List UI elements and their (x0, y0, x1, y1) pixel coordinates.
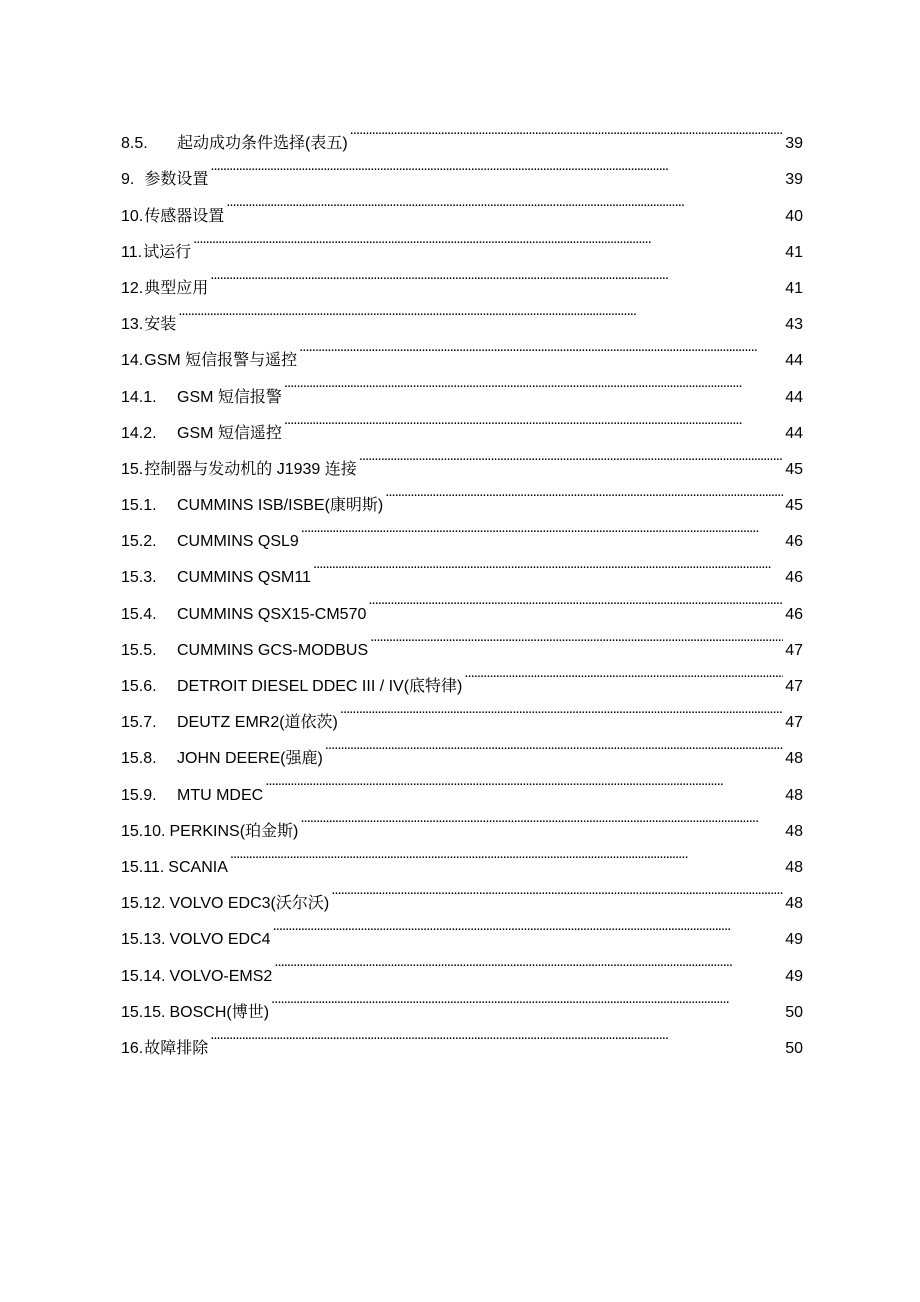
toc-dot-leader (226, 184, 783, 220)
toc-entry[interactable] (121, 148, 803, 189)
toc-dot-leader (301, 510, 783, 546)
toc-entry-title: MTU MDEC (177, 786, 264, 804)
toc-entry-number: 15.12. (121, 895, 166, 913)
toc-entry-page-number: 45 (785, 460, 803, 478)
toc-entry-title: GSM 短信报警 (177, 388, 282, 406)
toc-entry-number: 12. (121, 279, 144, 297)
toc-entry-title: 试运行 (143, 243, 192, 261)
toc-dot-leader (385, 474, 783, 510)
toc-entry-title: CUMMINS QSM11 (177, 569, 311, 587)
toc-dot-leader (273, 908, 784, 944)
toc-dot-leader (368, 582, 783, 618)
toc-entry-number: 14.2. (121, 424, 157, 442)
toc-entry-number: 13. (121, 316, 144, 334)
toc-entry-page-number: 43 (785, 316, 803, 334)
toc-entry-page-number: 46 (785, 533, 803, 551)
toc-dot-leader (350, 112, 784, 148)
toc-entry-number: 9. (121, 171, 135, 189)
toc-entry-number: 10. (121, 207, 144, 225)
toc-entry[interactable] (121, 257, 803, 297)
toc-entry-page-number: 49 (785, 931, 803, 949)
toc-entry-number: 15.4. (121, 605, 157, 623)
toc-entry-title: 控制器与发动机的 J1939 连接 (144, 460, 357, 478)
toc-entry-title: GSM 短信遥控 (177, 424, 282, 442)
toc-entry-page-number: 49 (785, 967, 803, 985)
toc-entry-title: DETROIT DIESEL DDEC III / IV(底特律) (177, 678, 463, 695)
toc-entry-title: CUMMINS QSX15-CM570 (177, 605, 367, 623)
toc-dot-leader (178, 293, 783, 329)
toc-entry-number: 15.8. (121, 750, 157, 768)
toc-entry-page-number: 39 (785, 171, 803, 189)
toc-entry-number: 15.7. (121, 714, 157, 732)
toc-entry-title: 典型应用 (144, 279, 209, 297)
toc-entry-title: DEUTZ EMR2(道依茨) (177, 714, 338, 732)
toc-entry-number: 11. (121, 243, 143, 261)
toc-dot-leader (325, 727, 783, 763)
toc-entry-page-number: 39 (785, 135, 803, 153)
toc-entry-page-number: 46 (785, 569, 803, 587)
toc-entry-number: 15. (121, 460, 144, 478)
toc-entry-page-number: 40 (785, 207, 803, 225)
toc-entry-title: CUMMINS ISB/ISBE(康明斯) (177, 497, 384, 515)
toc-entry-page-number: 47 (785, 714, 803, 732)
toc-dot-leader (271, 981, 783, 1017)
toc-dot-leader (210, 257, 783, 293)
toc-dot-leader (340, 691, 783, 727)
toc-entry-title: 参数设置 (144, 171, 209, 189)
toc-dot-leader (370, 619, 783, 655)
toc-entry-page-number: 44 (785, 388, 803, 406)
toc-entry-page-number: 48 (785, 822, 803, 840)
toc-entry-title: CUMMINS QSL9 (177, 533, 299, 551)
toc-entry-number: 8.5. (121, 135, 148, 153)
table-of-contents (121, 112, 803, 1057)
toc-entry-number: 15.11. (121, 858, 165, 876)
toc-dot-leader (299, 329, 783, 365)
toc-entry-title: 故障排除 (144, 1039, 209, 1057)
toc-dot-leader (300, 800, 783, 836)
toc-entry[interactable] (121, 293, 803, 334)
toc-dot-leader (284, 365, 783, 401)
toc-dot-leader (331, 872, 783, 908)
toc-entry-number: 15.1. (121, 497, 157, 515)
toc-entry-page-number: 44 (785, 424, 803, 442)
toc-dot-leader (274, 944, 783, 980)
toc-entry-page-number: 48 (785, 858, 803, 876)
toc-entry-number: 15.9. (121, 786, 157, 804)
toc-dot-leader (210, 1017, 783, 1053)
toc-entry-page-number: 48 (785, 750, 803, 768)
toc-entry-page-number: 47 (785, 678, 803, 695)
toc-entry-title: JOHN DEERE(强鹿) (177, 750, 323, 768)
toc-entry-title: BOSCH(博世) (169, 1003, 270, 1021)
toc-entry-number: 15.2. (121, 533, 157, 551)
toc-entry-number: 15.14. (121, 967, 166, 985)
toc-entry-page-number: 44 (785, 352, 803, 370)
toc-dot-leader (193, 221, 783, 257)
toc-entry-title: 起动成功条件选择(表五) (177, 135, 348, 153)
toc-entry-number: 16. (121, 1039, 144, 1057)
toc-dot-leader (464, 655, 783, 691)
toc-entry[interactable] (121, 112, 803, 153)
toc-entry-number: 15.10. (121, 822, 166, 840)
toc-entry-page-number: 50 (785, 1003, 803, 1021)
toc-entry-number: 14. (121, 352, 144, 370)
toc-entry-title: VOLVO-EMS2 (169, 967, 273, 985)
toc-entry-title: SCANIA (168, 858, 228, 876)
toc-entry-page-number: 48 (785, 895, 803, 913)
toc-dot-leader (313, 546, 783, 582)
toc-dot-leader (210, 148, 783, 184)
toc-entry-page-number: 48 (785, 786, 803, 804)
toc-entry[interactable] (121, 1017, 803, 1057)
toc-entry-title: PERKINS(珀金斯) (169, 822, 299, 840)
toc-entry-title: VOLVO EDC3(沃尔沃) (169, 895, 330, 913)
toc-entry-page-number: 41 (785, 279, 803, 297)
toc-dot-leader (230, 836, 783, 872)
toc-entry-title: 安装 (144, 316, 177, 334)
toc-entry-page-number: 41 (785, 243, 803, 261)
toc-entry-number: 14.1. (121, 388, 157, 406)
toc-entry-title: VOLVO EDC4 (169, 931, 271, 949)
toc-entry-number: 15.5. (121, 641, 157, 659)
toc-entry-page-number: 50 (785, 1039, 803, 1057)
toc-entry-number: 15.15. (121, 1003, 166, 1021)
toc-entry-number: 15.3. (121, 569, 157, 587)
toc-entry[interactable] (121, 329, 803, 370)
toc-dot-leader (284, 402, 783, 438)
toc-entry-title: GSM 短信报警与遥控 (144, 352, 298, 370)
toc-entry-number: 15.13. (121, 931, 166, 949)
toc-entry-page-number: 47 (785, 641, 803, 659)
toc-entry-page-number: 45 (785, 497, 803, 515)
toc-dot-leader (359, 438, 783, 474)
toc-entry[interactable] (121, 184, 803, 225)
toc-entry-page-number: 46 (785, 605, 803, 623)
toc-dot-leader (265, 763, 783, 799)
toc-entry-title: CUMMINS GCS-MODBUS (177, 641, 369, 659)
toc-entry[interactable] (121, 221, 803, 261)
toc-entry-title: 传感器设置 (144, 207, 225, 225)
toc-entry-number: 15.6. (121, 678, 157, 695)
